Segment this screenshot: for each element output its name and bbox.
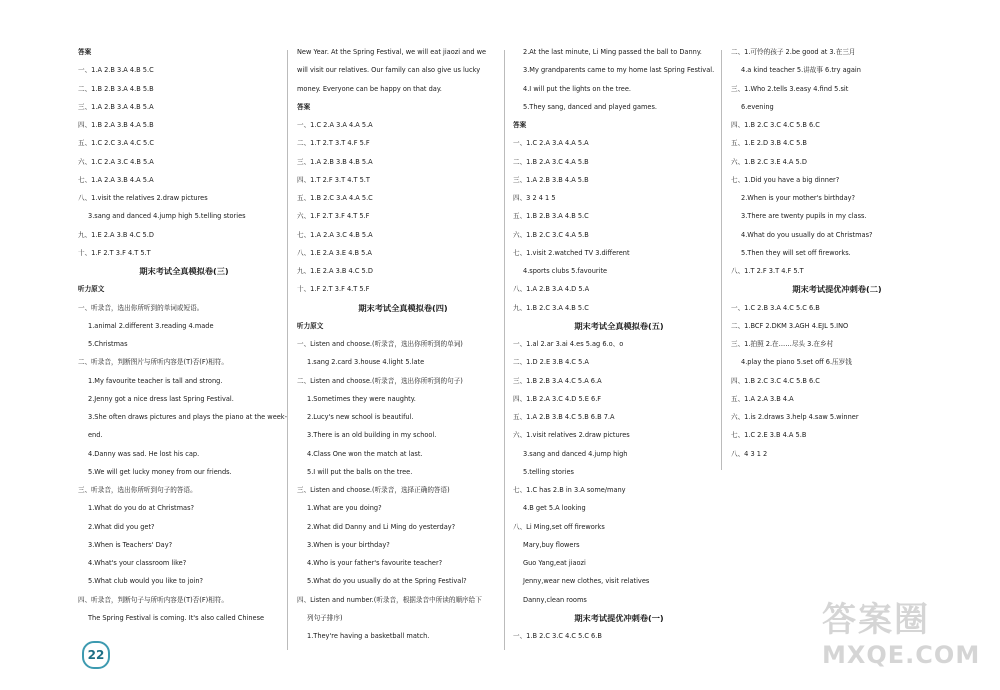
answer-line: 5.I will put the balls on the tree. <box>307 467 413 476</box>
answer-line: 六、1.B 2.C 3.E 4.A 5.D <box>731 157 807 166</box>
page-number: 22 <box>82 641 110 669</box>
answer-line: 三、Listen and choose.(听录音，选择正确的答语) <box>297 486 450 494</box>
answer-line: 二、1.B 2.B 3.A 4.B 5.B <box>78 84 154 93</box>
answer-line: 4.Class One won the match at last. <box>307 449 423 458</box>
answer-line: The Spring Festival is coming. It's also called Chinese <box>88 613 265 622</box>
answer-line: Jenny,wear new clothes, visit relatives <box>523 577 650 586</box>
answer-line: 八、1.T 2.F 3.T 4.F 5.T <box>731 267 804 275</box>
answer-line: 二、Listen and choose.(听录音，选出你所听到的句子) <box>297 376 463 385</box>
answer-line: 五、1.B 2.C 3.A 4.A 5.C <box>297 194 373 202</box>
answer-line: 一、听录音，选出你所听到的单词或短语。 <box>78 303 204 312</box>
answer-line: 2.What did you get? <box>88 522 155 531</box>
answer-line: 5.Christmas <box>88 340 128 348</box>
answer-line: 4.play the piano 5.set off 6.压岁钱 <box>741 358 852 367</box>
answer-line: 三、1.Who 2.tells 3.easy 4.find 5.sit <box>731 84 849 93</box>
answer-line: end. <box>88 431 103 440</box>
answer-column-3 <box>513 48 725 650</box>
answer-line: 二、1.可怜的孩子 2.be good at 3.在三月 <box>731 48 856 56</box>
answer-line: 六、1.C 2.A 3.C 4.B 5.A <box>78 157 154 166</box>
answer-line: 六、1.is 2.draws 3.help 4.saw 5.winner <box>731 413 859 421</box>
answer-line: 3.When is your birthday? <box>307 540 390 549</box>
answer-line: 四、1.B 2.A 3.B 4.A 5.B <box>78 121 154 129</box>
answer-line: 八、4 3 1 2 <box>731 449 768 458</box>
answer-line: 九、1.E 2.A 3.B 4.C 5.D <box>78 230 154 239</box>
answer-line: New Year. At the Spring Festival, we will eat jiaozi and we <box>297 48 487 56</box>
answer-line: 三、听录音，选出你所听到句子的答语。 <box>78 486 197 494</box>
answer-line: 七、1.Did you have a big dinner? <box>731 175 840 184</box>
answer-line: 一、1.C 2.B 3.A 4.C 5.C 6.B <box>731 303 820 312</box>
answer-line: 5.What club would you like to join? <box>88 577 204 586</box>
answer-line: 5.We will get lucky money from our friends. <box>88 467 232 476</box>
answer-line: 1.animal 2.different 3.reading 4.made <box>88 321 214 330</box>
answer-line: 4.Danny was sad. He lost his cap. <box>88 449 200 458</box>
watermark-text-bottom: MXQE.COM <box>822 641 981 669</box>
answer-line: 七、1.A 2.A 3.C 4.B 5.A <box>297 230 373 239</box>
answer-line: 十、1.F 2.T 3.F 4.T 5.F <box>297 285 370 294</box>
answer-line: 5.telling stories <box>523 467 574 476</box>
answer-line: 三、1.A 2.B 3.A 4.B 5.A <box>78 102 154 111</box>
answer-line: 1.My favourite teacher is tall and strong. <box>88 376 223 385</box>
answer-line: 四、1.T 2.F 3.T 4.T 5.T <box>297 175 370 184</box>
section-heading: 答案 <box>78 48 92 56</box>
answer-line: 八、Li Ming,set off fireworks <box>513 522 605 531</box>
answer-line: 六、1.B 2.C 3.C 4.A 5.B <box>513 230 589 239</box>
answer-line: 五、1.A 2.B 3.B 4.C 5.B 6.B 7.A <box>513 413 615 421</box>
answer-line: 二、1.BCF 2.DKM 3.AGH 4.EJL 5.INO <box>731 321 849 330</box>
answer-line: 3.My grandparents came to my home last Spring Festival. <box>523 66 715 75</box>
answer-line: 一、1.B 2.C 3.C 4.C 5.C 6.B <box>513 632 602 640</box>
answer-line: 八、1.E 2.A 3.E 4.B 5.A <box>297 248 372 257</box>
answer-line: 七、1.C 2.E 3.B 4.A 5.B <box>731 431 807 440</box>
section-title: 期末考试全真模拟卷(五) <box>574 321 664 330</box>
answer-line: 3.She often draws pictures and plays the piano at the week- <box>88 413 288 421</box>
section-title: 期末考试全真模拟卷(四) <box>358 303 448 312</box>
answer-line: 五、1.E 2.D 3.B 4.C 5.B <box>731 139 807 148</box>
answer-line: 九、1.E 2.A 3.B 4.C 5.D <box>297 267 373 275</box>
answer-column-2 <box>297 48 509 650</box>
section-title: 期末考试全真模拟卷(三) <box>139 267 229 275</box>
answer-line: 二、1.T 2.T 3.T 4.F 5.F <box>297 139 370 148</box>
answer-line: 1.sang 2.card 3.house 4.light 5.late <box>307 358 425 367</box>
answer-line: 四、1.B 2.C 3.C 4.C 5.B 6.C <box>731 121 820 129</box>
answer-line: 三、1.B 2.B 3.A 4.C 5.A 6.A <box>513 376 602 385</box>
answer-line: 2.At the last minute, Li Ming passed the ball to Danny. <box>523 48 702 56</box>
answer-line: 二、1.B 2.A 3.C 4.A 5.B <box>513 157 589 166</box>
answer-line: 5.What do you usually do at the Spring Festival? <box>307 577 467 586</box>
answer-line: will visit our relatives. Our family can also give us lucky <box>297 66 481 75</box>
answer-line: Danny,clean rooms <box>523 595 587 604</box>
answer-line: 6.evening <box>741 102 774 111</box>
answer-line: 1.What are you doing? <box>307 504 382 513</box>
answer-column-4 <box>731 48 943 468</box>
answer-line: 七、1.A 2.A 3.B 4.A 5.A <box>78 175 154 184</box>
section-heading: 听力原文 <box>297 321 324 330</box>
answer-line: 十、1.F 2.T 3.F 4.T 5.T <box>78 248 151 257</box>
answer-line: 三、1.A 2.B 3.B 4.B 5.A <box>297 157 373 166</box>
answer-line: 三、1.拍照 2.在……尽头 3.在乡村 <box>731 340 834 348</box>
answer-line: 六、1.F 2.T 3.F 4.T 5.F <box>297 212 370 221</box>
answer-line: 八、1.A 2.B 3.A 4.D 5.A <box>513 285 590 294</box>
section-heading: 答案 <box>297 102 311 111</box>
answer-line: 4.a kind teacher 5.讲故事 6.try again <box>741 66 861 75</box>
answer-line: 2.Lucy's new school is beautiful. <box>307 413 414 421</box>
answer-line: 2.Jenny got a nice dress last Spring Festival. <box>88 394 234 403</box>
answer-line: 一、Listen and choose.(听录音，选出你所听到的单词) <box>297 340 463 348</box>
answer-line: 1.They're having a basketball match. <box>307 632 430 640</box>
answer-line: Mary,buy flowers <box>523 540 580 549</box>
answer-line: 一、1.C 2.A 3.A 4.A 5.A <box>297 121 373 129</box>
answer-line: 1.What do you do at Christmas? <box>88 504 195 513</box>
answer-line: Guo Yang,eat jiaozi <box>523 559 586 567</box>
answer-line: 3.There is an old building in my school. <box>307 431 437 440</box>
section-heading: 答案 <box>513 121 527 129</box>
answer-line: 二、听录音，判断图片与所听内容是(T)否(F)相符。 <box>78 358 228 367</box>
answer-line: 二、1.D 2.E 3.B 4.C 5.A <box>513 358 589 367</box>
answer-line: 3.sang and danced 4.jump high 5.telling stories <box>88 212 246 221</box>
section-title: 期末考试提优冲刺卷(二) <box>792 285 882 294</box>
answer-line: 五、1.A 2.A 3.B 4.A <box>731 394 794 403</box>
answer-line: 2.When is your mother's birthday? <box>741 194 856 202</box>
answer-line: 四、1.B 2.C 3.C 4.C 5.B 6.C <box>731 376 820 385</box>
section-title: 期末考试提优冲刺卷(一) <box>574 613 664 622</box>
answer-line: 三、1.A 2.B 3.B 4.A 5.B <box>513 175 589 184</box>
answer-line: 四、3 2 4 1 5 <box>513 194 556 202</box>
answer-line: 4.I will put the lights on the tree. <box>523 84 632 93</box>
answer-line: 九、1.B 2.C 3.A 4.B 5.C <box>513 303 589 312</box>
watermark-text-top: 答案圈 <box>822 600 930 640</box>
watermark-logo <box>822 600 998 690</box>
answer-line: 2.What did Danny and Li Ming do yesterday? <box>307 522 456 531</box>
answer-line: 一、1.al 2.ar 3.ai 4.es 5.ag 6.o、o <box>513 340 624 348</box>
answer-line: 八、1.visit the relatives 2.draw pictures <box>78 194 208 202</box>
answer-line: 七、1.visit 2.watched TV 3.different <box>513 248 630 257</box>
answer-line: 4.Who is your father's favourite teacher? <box>307 559 443 567</box>
answer-line: 3.When is Teachers' Day? <box>88 540 173 549</box>
answer-line: 五、1.C 2.C 3.A 4.C 5.C <box>78 139 154 148</box>
answer-line: 4.What do you usually do at Christmas? <box>741 230 873 239</box>
answer-line: 一、1.C 2.A 3.A 4.A 5.A <box>513 139 589 148</box>
answer-line: money. Everyone can be happy on that day. <box>297 84 442 93</box>
answer-line: 5.They sang, danced and played games. <box>523 102 657 111</box>
answer-line: 一、1.A 2.B 3.A 4.B 5.C <box>78 66 154 75</box>
answer-line: 五、1.B 2.B 3.A 4.B 5.C <box>513 212 589 221</box>
answer-line: 5.Then they will set off fireworks. <box>741 248 851 257</box>
answer-line: 3.sang and danced 4.jump high <box>523 449 628 458</box>
answer-line: 3.There are twenty pupils in my class. <box>741 212 867 221</box>
answer-column-1 <box>78 48 290 632</box>
answer-line: 4.sports clubs 5.favourite <box>523 267 608 275</box>
answer-line: 七、1.C has 2.B in 3.A some/many <box>513 486 626 494</box>
answer-line: 四、1.B 2.A 3.C 4.D 5.E 6.F <box>513 394 602 403</box>
answer-line: 四、听录音，判断句子与所听内容是(T)否(F)相符。 <box>78 595 228 604</box>
answer-line: 1.Sometimes they were naughty. <box>307 394 416 403</box>
section-heading: 听力原文 <box>78 285 105 294</box>
answer-line: 4.What's your classroom like? <box>88 559 187 567</box>
answer-line: 4.B get 5.A looking <box>523 504 586 513</box>
answer-line: 六、1.visit relatives 2.draw pictures <box>513 431 630 440</box>
answer-line: 四、Listen and number.(听录音，根据录音中所读的顺序给下 <box>297 595 482 604</box>
answer-line: 列句子排序) <box>307 613 343 622</box>
